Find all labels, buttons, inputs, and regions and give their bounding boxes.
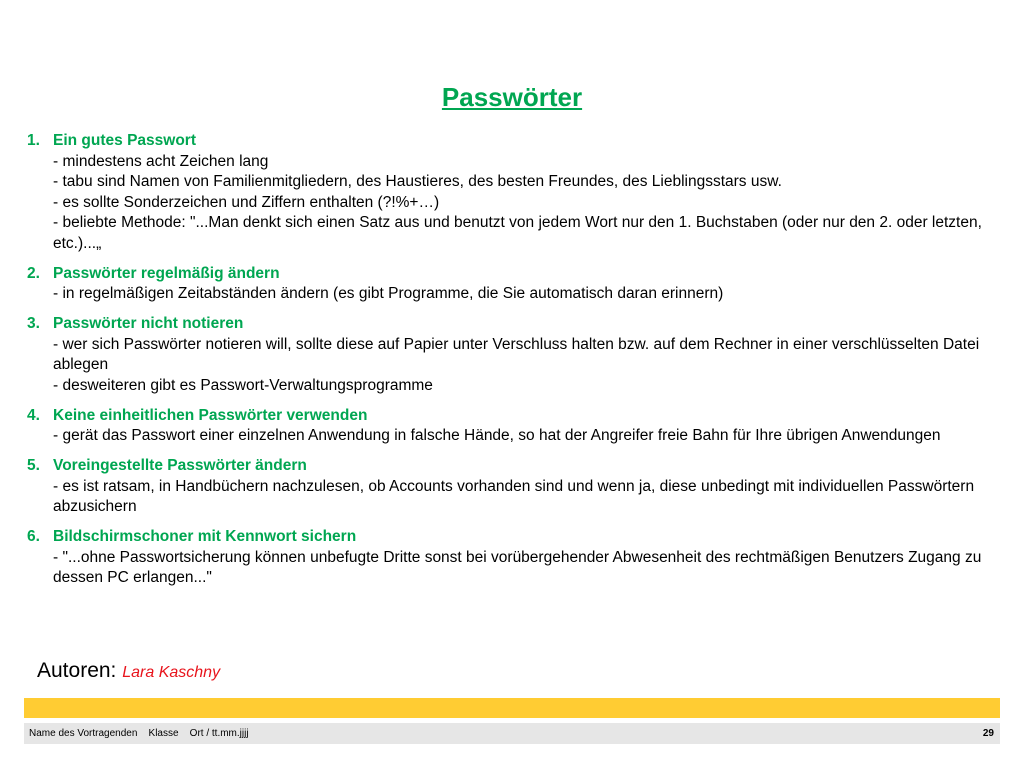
authors-label: Autoren: bbox=[37, 659, 117, 682]
point-number: 2. bbox=[27, 264, 40, 282]
footer-presenter: Name des Vortragenden bbox=[29, 728, 138, 739]
point-heading: Bildschirmschoner mit Kennwort sichern bbox=[53, 528, 357, 545]
point-heading: Keine einheitlichen Passwörter verwenden bbox=[53, 406, 368, 424]
footer-class: Klasse bbox=[148, 728, 179, 739]
slide-title: Passwörter bbox=[441, 82, 583, 112]
list-item bbox=[24, 527, 994, 589]
list-item bbox=[24, 456, 994, 518]
point-heading: Ein gutes Passwort bbox=[53, 132, 196, 149]
list-item bbox=[24, 264, 994, 305]
footer-place-date: Ort / tt.mm.jjjj bbox=[189, 728, 249, 739]
point-number: 3. bbox=[27, 315, 40, 332]
point-line: - "...ohne Passwortsicherung können unbefugte Dritte sonst bei vorübergehender Abwesenheit des rechtmäßigen Benutzers Zugang zu dessen PC erlangen..." bbox=[53, 548, 982, 586]
point-heading: Passwörter regelmäßig ändern bbox=[53, 264, 280, 282]
list-item bbox=[24, 131, 994, 254]
point-line: - gerät das Passwort einer einzelnen Anwendung in falsche Hände, so hat der Angreifer freie Bahn für Ihre übrigen Anwendungen bbox=[53, 427, 941, 444]
footer-info bbox=[29, 723, 249, 744]
authors-line bbox=[37, 657, 220, 687]
list-item bbox=[24, 406, 994, 447]
points-list bbox=[24, 131, 994, 598]
point-line: - es sollte Sonderzeichen und Ziffern enthalten (?!%+…) bbox=[53, 193, 440, 211]
point-line: - in regelmäßigen Zeitabständen ändern (es gibt Programme, die Sie automatisch daran erinnern) bbox=[53, 285, 724, 302]
footer-bar bbox=[24, 723, 1000, 744]
point-line: - wer sich Passwörter notieren will, sollte diese auf Papier unter Verschluss halten bzw. auf dem Rechner in einer verschlüsselten Datei ablegen bbox=[53, 335, 980, 373]
point-number: 6. bbox=[27, 528, 40, 545]
point-heading: Voreingestellte Passwörter ändern bbox=[53, 457, 307, 474]
point-line: - mindestens acht Zeichen lang bbox=[53, 152, 269, 170]
point-line: - desweiteren gibt es Passwort-Verwaltungsprogramme bbox=[53, 376, 433, 394]
point-line: - tabu sind Namen von Familienmitgliedern, des Haustieres, des besten Freundes, des Lieblingsstars usw. bbox=[53, 173, 782, 190]
point-number: 1. bbox=[27, 132, 40, 149]
page-number: 29 bbox=[982, 728, 994, 739]
footer-accent-bar bbox=[24, 698, 1000, 718]
author-name: Lara Kaschny bbox=[122, 664, 221, 681]
point-heading: Passwörter nicht notieren bbox=[53, 315, 244, 332]
point-line: - es ist ratsam, in Handbüchern nachzulesen, ob Accounts vorhanden sind und wenn ja, diese unbedingt mit individuellen Passwörtern abzusichern bbox=[53, 477, 975, 515]
point-number: 4. bbox=[27, 406, 40, 424]
list-item bbox=[24, 314, 994, 396]
point-line: - beliebte Methode: "...Man denkt sich einen Satz aus und benutzt von jedem Wort nur den 1. Buchstaben (oder nur den 2. oder letzten, etc.)...„ bbox=[53, 214, 982, 252]
point-number: 5. bbox=[27, 457, 40, 474]
